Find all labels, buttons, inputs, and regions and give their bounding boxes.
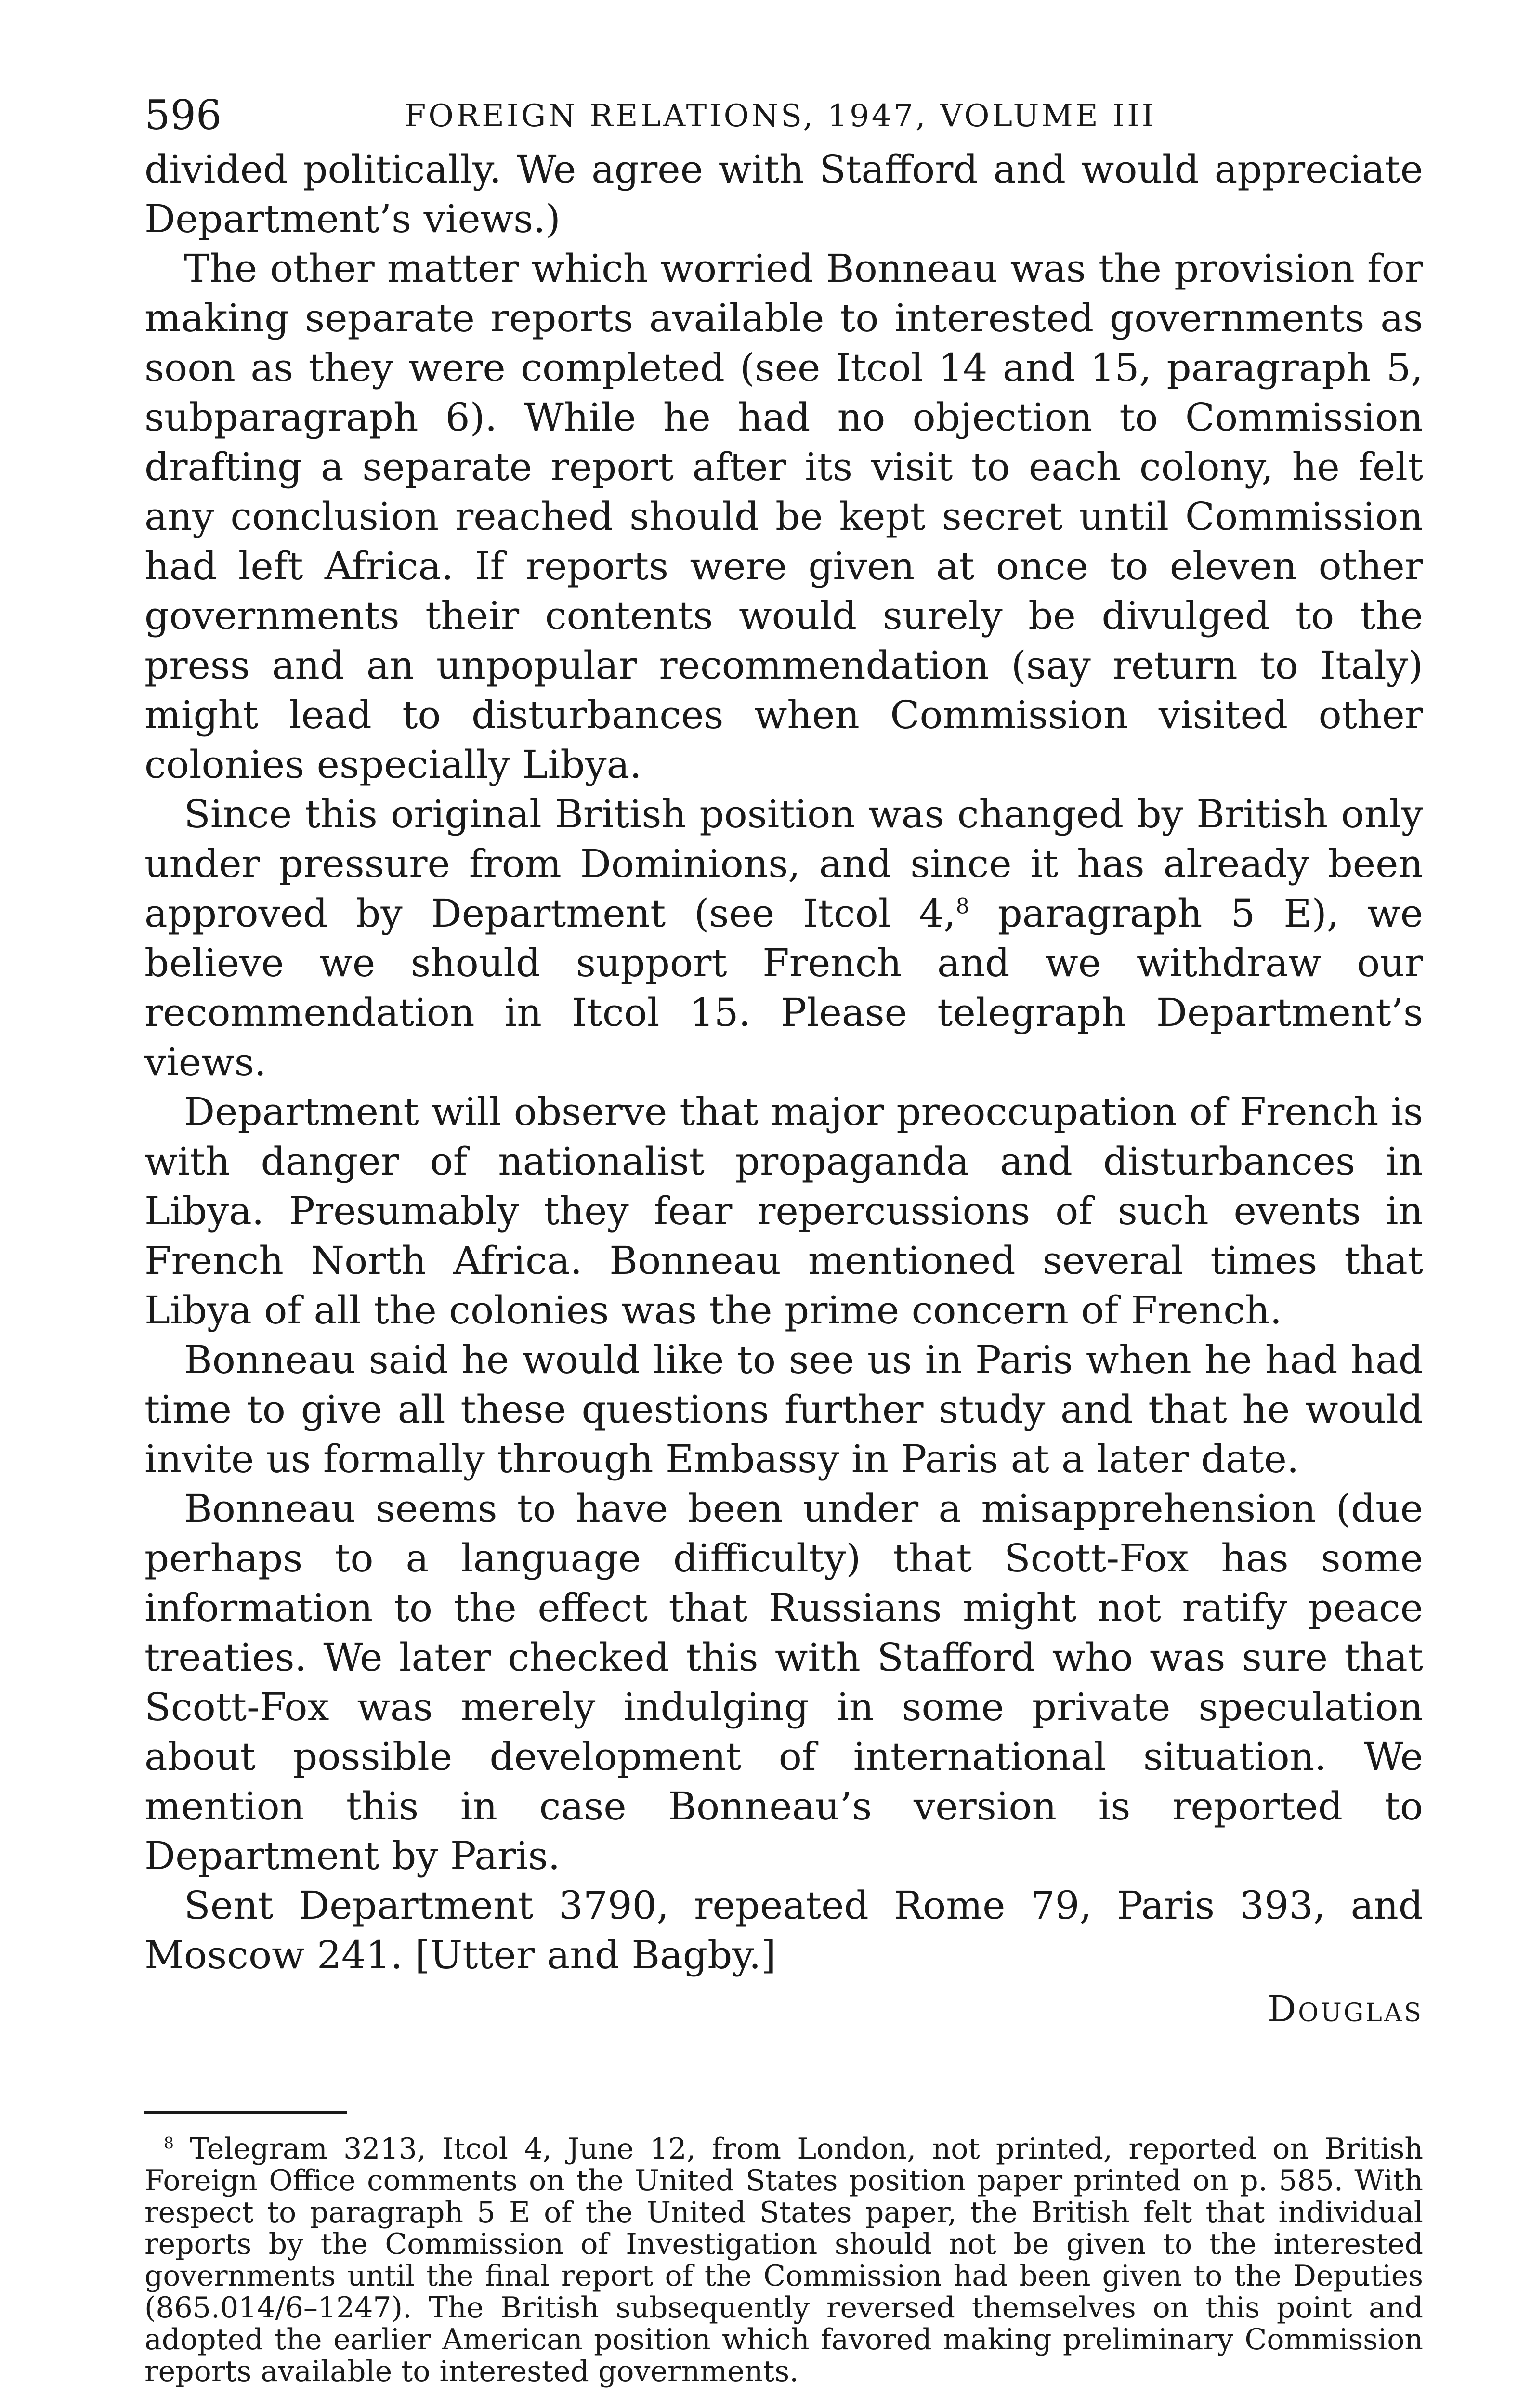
paragraph-text: paragraph 5 E), we believe we should support French and we withdraw our recommendation in Itcol 15. Please telegraph Department’s views. <box>144 891 1424 1085</box>
running-header <box>144 92 1423 144</box>
paragraph: Department will observe that major preoccupation of French is with danger of nationalist propaganda and disturbances in Libya. Presumably they fear repercussions of such events in French North Africa. Bonneau mentioned several times that Libya of all the colonies was the prime concern of French. <box>144 1089 1423 1333</box>
footnote-reference: 8 <box>955 894 969 919</box>
paragraph: Bonneau said he would like to see us in Paris when he had had time to give all these questions further study and that he would invite us formally through Embassy in Paris at a later date. <box>144 1337 1423 1481</box>
signature: Douglas <box>1267 1989 1423 2030</box>
page-number: 596 <box>144 92 222 139</box>
paragraph-with-footnote-ref <box>144 789 1423 1087</box>
footnote <box>144 2133 1423 2387</box>
body-text <box>144 144 1423 1980</box>
paragraph-continued: divided politically. We agree with Stafford and would appreciate Department’s views.) <box>144 147 1423 241</box>
footnote-divider <box>144 2111 347 2114</box>
document-page <box>144 92 1423 2387</box>
paragraph: The other matter which worried Bonneau was the provision for making separate reports available to interested governments as soon as they were completed (see Itcol 14 and 15, paragraph 5, subparagraph 6). While he had no objection to Commission drafting a separate report after its visit to each colony, he felt any conclusion reached should be kept secret until Commission had left Africa. If reports were given at once to eleven other governments their contents would surely be divulged to the press and an unpopular recommendation (say return to Italy) might lead to disturbances when Commission visited other colonies especially Libya. <box>144 246 1423 787</box>
footnote-marker: 8 <box>164 2133 174 2152</box>
running-header-title: FOREIGN RELATIONS, 1947, VOLUME III <box>405 98 1156 134</box>
paragraph-text: Since this original British position was changed by British only under pressure from Dominions, and since it has already been approved by Department (see Itcol 4, <box>144 792 1423 936</box>
footnote-text: Telegram 3213, Itcol 4, June 12, from London, not printed, reported on British Foreign Office comments on the United States position paper printed on p. 585. With respect to paragraph 5 E of the United States paper, the British felt that individual reports by the Commission of Investigation should not be given to the interested governments until the final report of the Commission had been given to the Deputies (865.014/6–1247). The British subsequently reversed themselves on this point and adopted the earlier American position which favored making preliminary Commission reports available to interested governments. <box>144 2132 1423 2388</box>
paragraph: Sent Department 3790, repeated Rome 79, Paris 393, and Moscow 241. [Utter and Bagby.] <box>144 1883 1423 1977</box>
paragraph: Bonneau seems to have been under a misapprehension (due perhaps to a language difficulty) that Scott-Fox has some information to the effect that Russians might not ratify peace treaties. We later checked this with Stafford who was sure that Scott-Fox was merely indulging in some private speculation about possible development of international situation. We mention this in case Bonneau’s version is reported to Department by Paris. <box>144 1486 1423 1878</box>
